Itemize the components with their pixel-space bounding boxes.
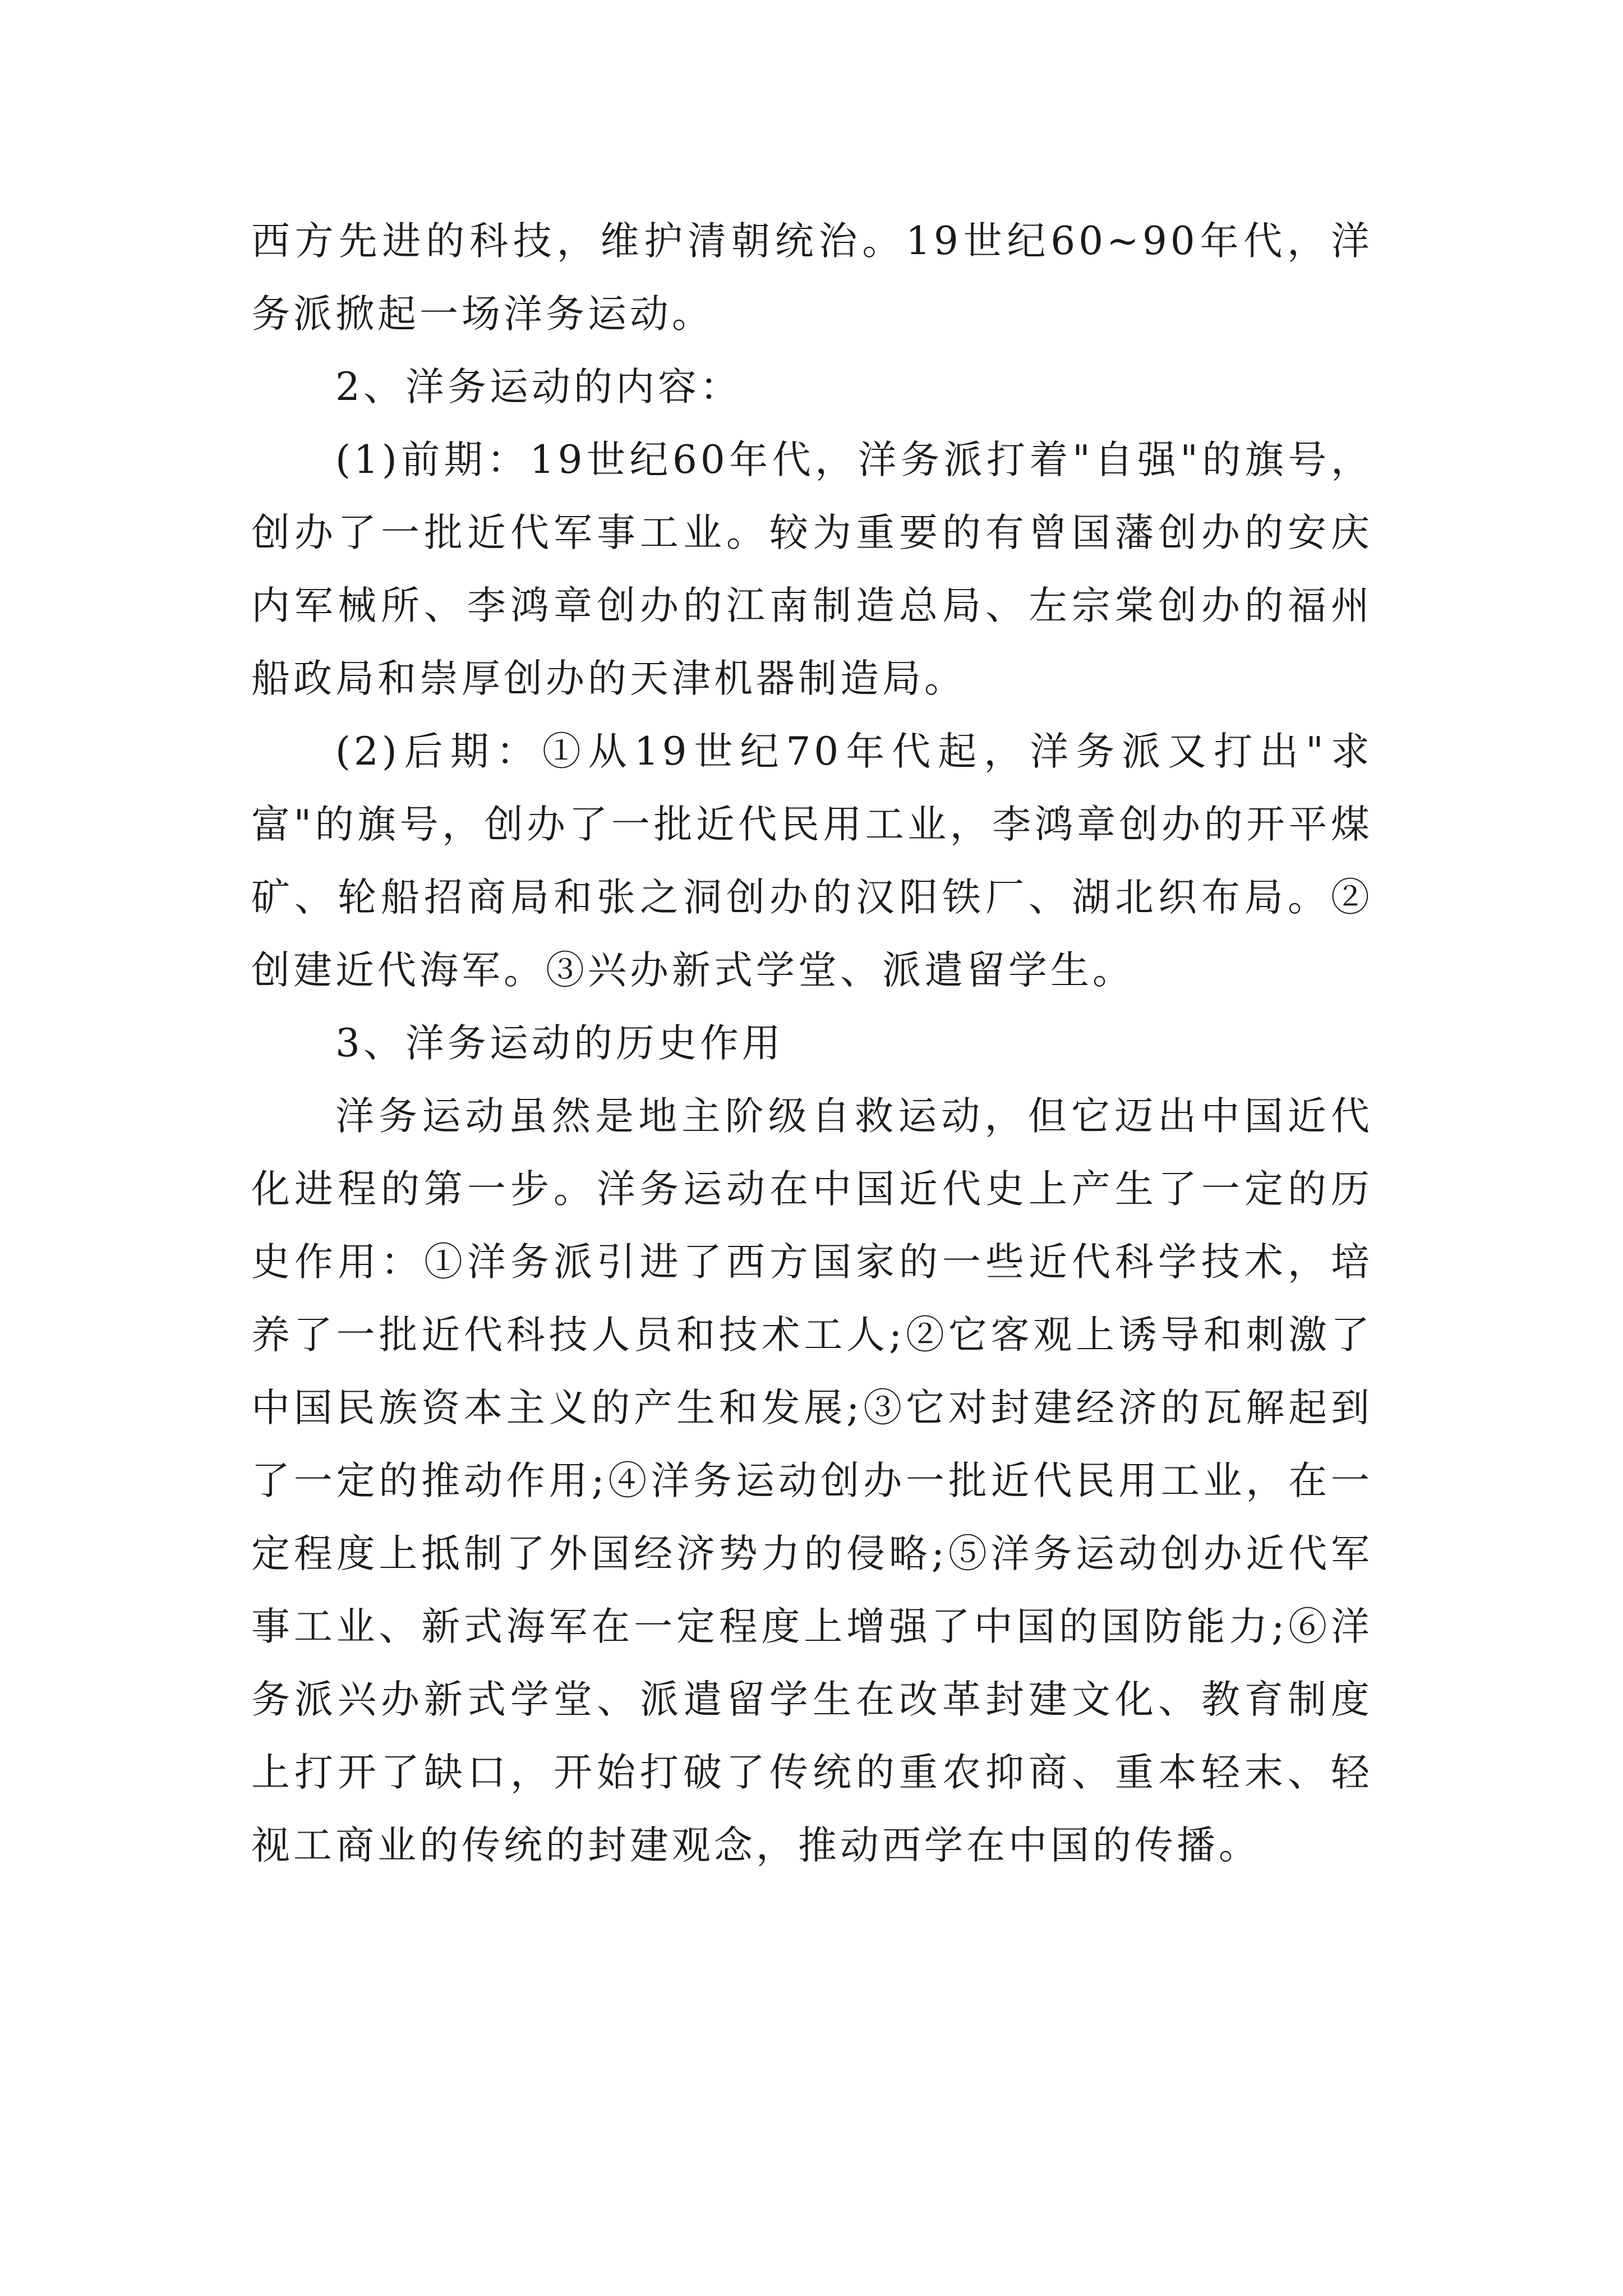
paragraph-early-period: (1)前期：19世纪60年代，洋务派打着"自强"的旗号，创办了一批近代军事工业。较为重要的有曾国藩创办的安庆内军械所、李鸿章创办的江南制造总局、左宗棠创办的福州船政局和崇厚创办的天津机器制造局。 [251,438,1373,701]
paragraph-late-period: (2)后期：①从19世纪70年代起，洋务派又打出"求富"的旗号，创办了一批近代民用工业，李鸿章创办的开平煤矿、轮船招商局和张之洞创办的汉阳铁厂、湖北织布局。②创建近代海军。③兴办新式学堂、派遣留学生。 [251,729,1373,993]
heading-historical-role: 3、洋务运动的历史作用 [335,1021,784,1066]
paragraph-historical-role: 洋务运动虽然是地主阶级自救运动，但它迈出中国近代化进程的第一步。洋务运动在中国近代史上产生了一定的历史作用：①洋务派引进了西方国家的一些近代科学技术，培养了一批近代科技人员和技术工人;②它客观上诱导和刺激了中国民族资本主义的产生和发展;③它对封建经济的瓦解起到了一定的推动作用;④洋务运动创办一批近代民用工业，在一定程度上抵制了外国经济势力的侵略;⑤洋务运动创办近代军事工业、新式海军在一定程度上增强了中国的国防能力;⑥洋务派兴办新式学堂、派遣留学生在改革封建文化、教育制度上打开了缺口，开始打破了传统的重农抑商、重本轻末、轻视工商业的传统的封建观念，推动西学在中国的传播。 [251,1094,1373,1868]
paragraph-intro-continuation: 西方先进的科技，维护清朝统治。19世纪60~90年代，洋务派掀起一场洋务运动。 [251,219,1373,337]
document-body [251,205,1373,1882]
heading-content-of-movement: 2、洋务运动的内容： [335,365,742,409]
